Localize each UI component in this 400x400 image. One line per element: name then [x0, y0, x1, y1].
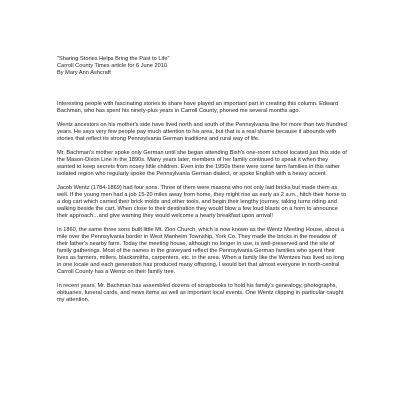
article-title: "Sharing Stories Helps Bring the Past to Life" [57, 56, 170, 62]
paragraph-6: In recent years, Mr. Bachman has assembled dozens of scrapbooks to hold his family's genealogy, photographs, obituaries, funeral cards, and news items as well as important local events. One Wentz clipping in particular caught my attention. [57, 283, 344, 303]
paragraph-3: Mr. Bachman's mother spoke only German until she began attending Bish's one-room school located just this side of the Mason-Dixon Line in the 1890s. Many years later, members of her family continued to speak it when they wanted to keep secrets from nosey little children. Even into the 1950s there were some farm families in this rather isolated region who regularly spoke the Pennsylvania German dialect, or spoke English with a heavy accent. [57, 150, 347, 177]
paragraph-2: Wentz ancestors on his mother's side have lived north and south of the Pennsylvania line for more than two hundred years. He says very few people pay much attention to his area, but that is a real shame because it abounds with stories that reflect its strong Pennsylvania German traditions and rural way of life. [57, 122, 347, 142]
article-source: Carroll County Times article for 6 June 2010 [57, 63, 168, 69]
paragraph-1: Interesting people with fascinating stories to share have played an important part in creating this column. Edward Bachman, who has spent his ninety-plus years in Carroll County, phoned me several months ago. [57, 101, 339, 114]
paragraph-5: In 1860, the same three sons built little Mt. Zion Church, which is now known as the Wentz Meeting House, about a mile over the Pennsylvania border in West Manheim Township, York Co. They made the bricks in the meadow of their father's nearby farm. Today the meeting house, although no longer in use, is well-preserved and the site of family gatherings. Most of the names in the graveyard reflect the Pennsylvania German families who spent their lives as farmers, millers, blacksmiths, carpenters, etc. in the area. When a family like the Wentzes has lived so long in one locale and each generation has produced many offspring, I would bet that almost everyone in north-central Carroll County has a Wentz on their family tree. [57, 227, 345, 275]
article-body [57, 101, 347, 311]
article-header [57, 56, 357, 77]
article-byline: By Mary Ann Ashcraft [57, 70, 111, 76]
paragraph-4: Jacob Wentz (1784-1869) had four sons. Three of them were masons who not only laid bricks but made them as well. If the young men had a job 15-20 miles away from home, they might rise as early as 2 a.m., hitch their horse to a dog cart which carried their brick molds and other tools, and begin their lengthy journey, taking turns riding and walking beside the cart. When close to their destination they would blow a few loud blasts on a horn to announce their approach…and give warning they would welcome a hearty breakfast upon arrival! [57, 185, 346, 219]
